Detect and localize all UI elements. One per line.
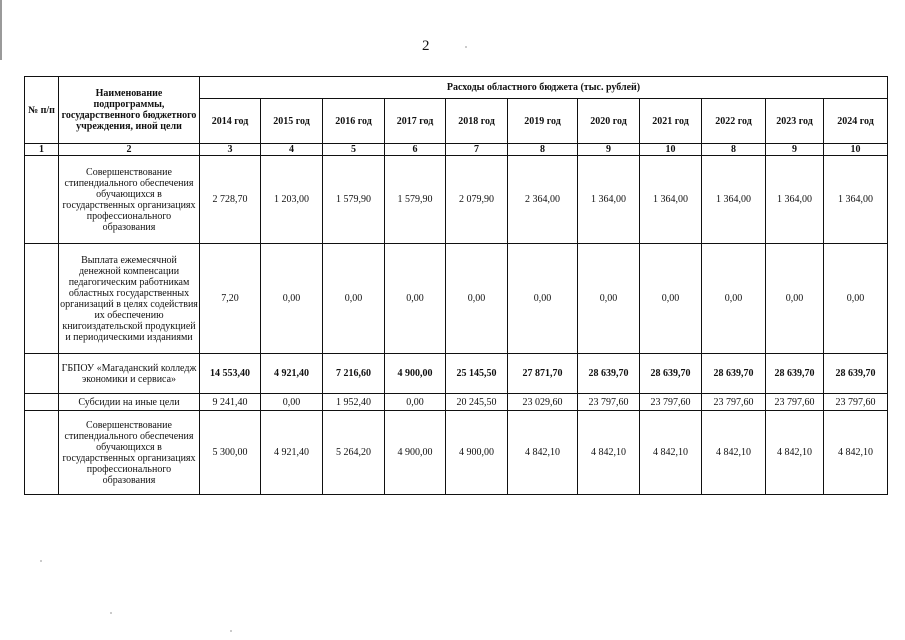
header-year: 2015 год bbox=[261, 99, 323, 144]
scan-edge-mark bbox=[0, 0, 2, 60]
scan-speck bbox=[465, 46, 467, 48]
cell-value: 4 842,10 bbox=[702, 411, 766, 495]
cell-value: 0,00 bbox=[261, 244, 323, 354]
header-year: 2024 год bbox=[824, 99, 888, 144]
column-index: 10 bbox=[640, 144, 702, 156]
cell-value: 2 079,90 bbox=[446, 156, 508, 244]
header-num: № п/п bbox=[25, 77, 59, 144]
header-row-1 bbox=[25, 77, 888, 99]
header-name: Наименование подпрограммы, государственного бюджетного учреждения, иной цели bbox=[59, 77, 200, 144]
cell-value: 1 579,90 bbox=[385, 156, 446, 244]
cell-value: 4 842,10 bbox=[578, 411, 640, 495]
cell-value: 23 797,60 bbox=[702, 394, 766, 411]
cell-value: 0,00 bbox=[261, 394, 323, 411]
cell-value: 4 900,00 bbox=[385, 411, 446, 495]
cell-value: 0,00 bbox=[640, 244, 702, 354]
column-index: 1 bbox=[25, 144, 59, 156]
table-row bbox=[25, 411, 888, 495]
cell-value: 4 842,10 bbox=[766, 411, 824, 495]
column-index: 4 bbox=[261, 144, 323, 156]
cell-value: 7 216,60 bbox=[323, 354, 385, 394]
page-number: 2 bbox=[422, 38, 430, 54]
column-index: 9 bbox=[766, 144, 824, 156]
cell-value: 28 639,70 bbox=[640, 354, 702, 394]
row-name: Совершенствование стипендиального обеспечения обучающихся в государственных организациях профессионального образования bbox=[59, 156, 200, 244]
cell-value: 28 639,70 bbox=[766, 354, 824, 394]
cell-value: 4 842,10 bbox=[824, 411, 888, 495]
cell-value: 28 639,70 bbox=[824, 354, 888, 394]
header-year: 2016 год bbox=[323, 99, 385, 144]
cell-value: 0,00 bbox=[508, 244, 578, 354]
table-row bbox=[25, 354, 888, 394]
header-year: 2018 год bbox=[446, 99, 508, 144]
header-year: 2022 год bbox=[702, 99, 766, 144]
cell-value: 4 842,10 bbox=[508, 411, 578, 495]
column-index: 7 bbox=[446, 144, 508, 156]
column-index: 8 bbox=[702, 144, 766, 156]
column-index-row bbox=[25, 144, 888, 156]
cell-value: 1 203,00 bbox=[261, 156, 323, 244]
row-name: Выплата ежемесячной денежной компенсации педагогическим работникам областных государственных организаций в целях содействия их обеспечению книгоиздательской продукцией и периодическими изданиями bbox=[59, 244, 200, 354]
row-name: Субсидии на иные цели bbox=[59, 394, 200, 411]
cell-value: 23 797,60 bbox=[766, 394, 824, 411]
row-name: Совершенствование стипендиального обеспечения обучающихся в государственных организациях профессионального образования bbox=[59, 411, 200, 495]
cell-value: 0,00 bbox=[578, 244, 640, 354]
cell-value: 1 364,00 bbox=[702, 156, 766, 244]
cell-value: 0,00 bbox=[824, 244, 888, 354]
cell-value: 7,20 bbox=[200, 244, 261, 354]
cell-value: 4 900,00 bbox=[385, 354, 446, 394]
cell-value: 1 364,00 bbox=[578, 156, 640, 244]
row-num bbox=[25, 244, 59, 354]
scan-speck bbox=[110, 612, 112, 614]
cell-value: 2 364,00 bbox=[508, 156, 578, 244]
column-index: 9 bbox=[578, 144, 640, 156]
cell-value: 28 639,70 bbox=[702, 354, 766, 394]
row-num bbox=[25, 411, 59, 495]
cell-value: 25 145,50 bbox=[446, 354, 508, 394]
column-index: 2 bbox=[59, 144, 200, 156]
budget-table bbox=[24, 76, 888, 495]
column-index: 5 bbox=[323, 144, 385, 156]
cell-value: 1 952,40 bbox=[323, 394, 385, 411]
column-index: 10 bbox=[824, 144, 888, 156]
cell-value: 5 300,00 bbox=[200, 411, 261, 495]
cell-value: 0,00 bbox=[385, 244, 446, 354]
cell-value: 4 842,10 bbox=[640, 411, 702, 495]
cell-value: 0,00 bbox=[385, 394, 446, 411]
cell-value: 4 900,00 bbox=[446, 411, 508, 495]
cell-value: 23 797,60 bbox=[578, 394, 640, 411]
cell-value: 4 921,40 bbox=[261, 354, 323, 394]
column-index: 8 bbox=[508, 144, 578, 156]
cell-value: 28 639,70 bbox=[578, 354, 640, 394]
row-num bbox=[25, 394, 59, 411]
column-index: 6 bbox=[385, 144, 446, 156]
table-row bbox=[25, 156, 888, 244]
header-year: 2021 год bbox=[640, 99, 702, 144]
cell-value: 0,00 bbox=[702, 244, 766, 354]
cell-value: 27 871,70 bbox=[508, 354, 578, 394]
header-year: 2014 год bbox=[200, 99, 261, 144]
header-year: 2017 год bbox=[385, 99, 446, 144]
cell-value: 0,00 bbox=[323, 244, 385, 354]
cell-value: 4 921,40 bbox=[261, 411, 323, 495]
cell-value: 20 245,50 bbox=[446, 394, 508, 411]
cell-value: 2 728,70 bbox=[200, 156, 261, 244]
cell-value: 1 364,00 bbox=[766, 156, 824, 244]
cell-value: 0,00 bbox=[446, 244, 508, 354]
cell-value: 0,00 bbox=[766, 244, 824, 354]
header-year: 2020 год bbox=[578, 99, 640, 144]
cell-value: 14 553,40 bbox=[200, 354, 261, 394]
cell-value: 23 797,60 bbox=[824, 394, 888, 411]
column-index: 3 bbox=[200, 144, 261, 156]
row-num bbox=[25, 354, 59, 394]
scan-speck bbox=[230, 630, 232, 632]
cell-value: 23 029,60 bbox=[508, 394, 578, 411]
table-row bbox=[25, 244, 888, 354]
header-year: 2019 год bbox=[508, 99, 578, 144]
table-row bbox=[25, 394, 888, 411]
scan-speck bbox=[40, 560, 42, 562]
cell-value: 23 797,60 bbox=[640, 394, 702, 411]
cell-value: 9 241,40 bbox=[200, 394, 261, 411]
cell-value: 5 264,20 bbox=[323, 411, 385, 495]
cell-value: 1 364,00 bbox=[824, 156, 888, 244]
cell-value: 1 364,00 bbox=[640, 156, 702, 244]
cell-value: 1 579,90 bbox=[323, 156, 385, 244]
row-num bbox=[25, 156, 59, 244]
header-budget-group: Расходы областного бюджета (тыс. рублей) bbox=[200, 77, 888, 99]
header-year: 2023 год bbox=[766, 99, 824, 144]
row-name: ГБПОУ «Магаданский колледж экономики и сервиса» bbox=[59, 354, 200, 394]
